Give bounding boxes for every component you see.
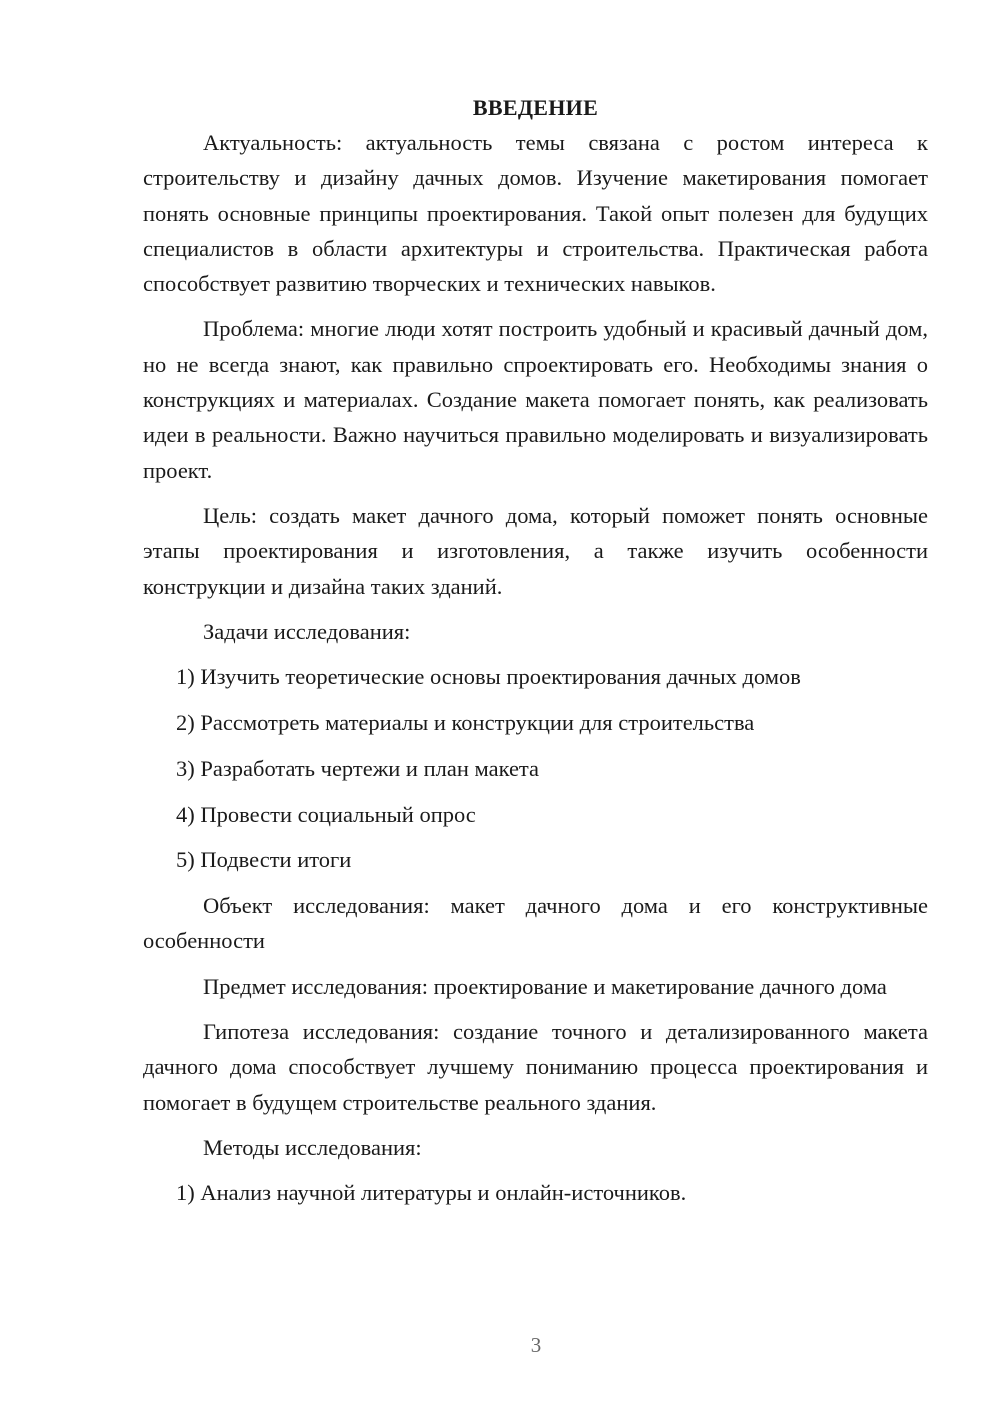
task-item: 5) Подвести итоги xyxy=(176,847,352,873)
paragraph-problem: Проблема: многие люди хотят построить удобный и красивый дачный дом, но не всегда знают, как правильно спроектировать его. Необходимы знания о конструкциях и материалах. Создание макета помогает понять, как реализовать идеи в реальности. Важно научиться правильно моделировать и визуализировать проект. xyxy=(143,316,928,483)
paragraph-object: Объект исследования: макет дачного дома и его конструктивные особенности xyxy=(143,893,928,954)
paragraph-relevance: Актуальность: актуальность темы связана с ростом интереса к строительству и дизайну дачных домов. Изучение макетирования помогает понять основные принципы проектирования. Такой опыт полезен для будущих специалистов в области архитектуры и строительства. Практическая работа способствует развитию творческих и технических навыков. xyxy=(143,130,928,297)
tasks-list xyxy=(143,659,928,877)
task-item: 4) Провести социальный опрос xyxy=(176,801,476,827)
methods-list xyxy=(143,1175,928,1210)
paragraph-subject: Предмет исследования: проектирование и макетирование дачного дома xyxy=(203,973,887,999)
tasks-heading: Задачи исследования: xyxy=(203,618,411,644)
document-page xyxy=(143,90,928,1221)
page-number: 3 xyxy=(530,1333,542,1357)
document-title: ВВЕДЕНИЕ xyxy=(472,95,599,120)
task-item: 1) Изучить теоретические основы проектирования дачных домов xyxy=(176,664,801,690)
task-item: 3) Разработать чертежи и план макета xyxy=(176,755,540,781)
task-item: 2) Рассмотреть материалы и конструкции для строительства xyxy=(176,709,755,735)
methods-heading: Методы исследования: xyxy=(203,1134,422,1160)
paragraph-hypothesis: Гипотеза исследования: создание точного и детализированного макета дачного дома способствует лучшему пониманию процесса проектирования и помогает в будущем строительстве реального здания. xyxy=(143,1019,928,1115)
paragraph-goal: Цель: создать макет дачного дома, который поможет понять основные этапы проектирования и изготовления, а также изучить особенности конструкции и дизайна таких зданий. xyxy=(143,502,928,599)
method-item: 1) Анализ научной литературы и онлайн-источников. xyxy=(176,1180,687,1206)
